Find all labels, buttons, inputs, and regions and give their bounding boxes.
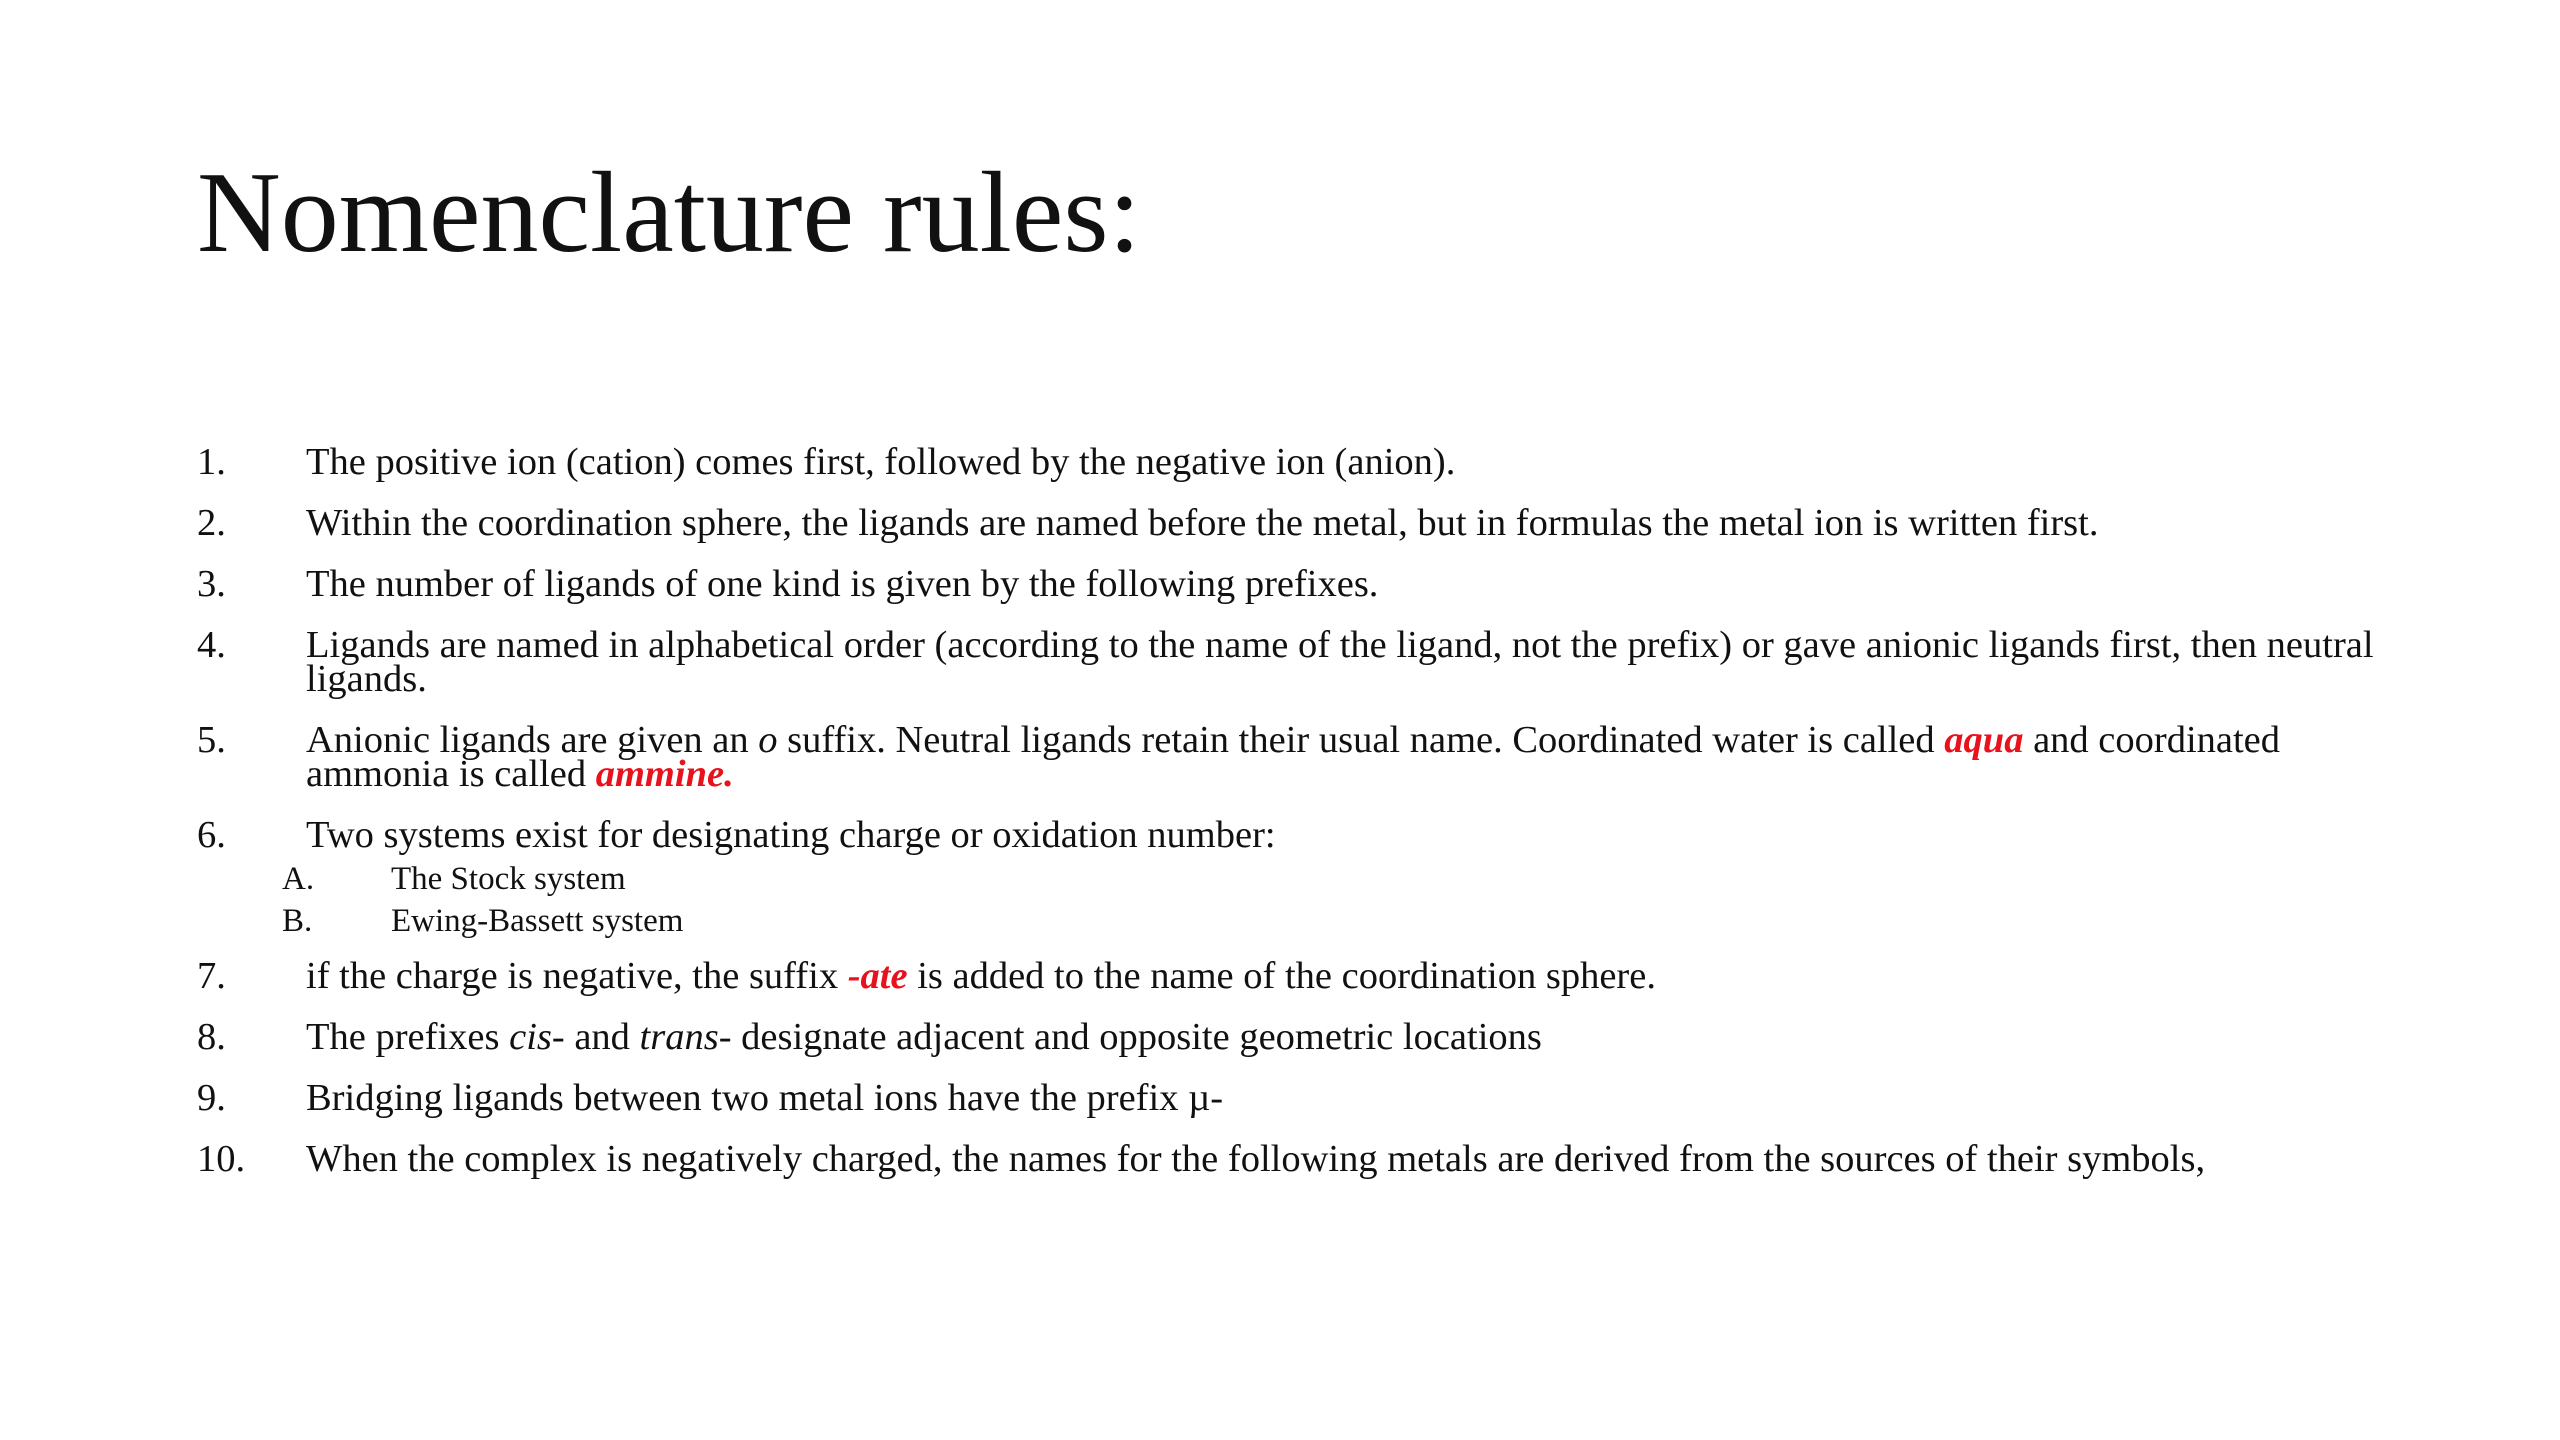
rule-text-part: is added to the name of the coordination sphere. <box>907 955 1656 997</box>
rule-number: 10. <box>197 1138 246 1180</box>
rule-text-part: designate adjacent and opposite geometric locations <box>731 1016 1542 1058</box>
rule-number: 6. <box>197 814 226 856</box>
charge-systems-sublist <box>282 862 2397 938</box>
rule-text: The number of ligands of one kind is given by the following prefixes. <box>306 563 1379 605</box>
rule-number: 5. <box>197 719 226 761</box>
subitem-ewing-bassett <box>282 904 2397 938</box>
rule-item-2 <box>197 502 2397 544</box>
rule-number: 4. <box>197 624 226 666</box>
subitem-text: The Stock system <box>391 861 626 897</box>
subitem-letter: A. <box>282 861 315 897</box>
ammine-term: ammine. <box>595 753 734 795</box>
rule-text-part: and <box>564 1016 640 1058</box>
trans-term: trans- <box>639 1016 732 1058</box>
ate-suffix-term: -ate <box>847 955 908 997</box>
rule-text: Bridging ligands between two metal ions have the prefix µ- <box>306 1077 1224 1119</box>
aqua-term: aqua <box>1944 719 2024 761</box>
rule-text: Within the coordination sphere, the ligands are named before the metal, but in formulas the metal ion is written first. <box>306 502 2099 544</box>
rule-number: 2. <box>197 502 226 544</box>
subitem-letter: B. <box>282 903 313 939</box>
rule-number: 8. <box>197 1016 226 1058</box>
subitem-text: Ewing-Bassett system <box>391 903 684 939</box>
rule-text-part: and coordinated ammonia is called <box>306 719 2281 795</box>
rule-item-3 <box>197 563 2397 605</box>
rule-item-5 <box>197 719 2397 795</box>
rule-text-part: The prefixes <box>306 1016 510 1058</box>
rule-text: The positive ion (cation) comes first, followed by the negative ion (anion). <box>306 441 1456 483</box>
rule-item-6 <box>197 814 2397 939</box>
rule-item-4 <box>197 624 2397 700</box>
rule-text <box>306 955 2397 997</box>
rules-list <box>197 441 2397 1203</box>
rule-text <box>306 1016 2397 1058</box>
rule-number: 7. <box>197 955 226 997</box>
rule-text: When the complex is negatively charged, the names for the following metals are derived from the sources of their symbols, <box>306 1138 2206 1180</box>
rule-text-part: Anionic ligands are given an <box>306 719 759 761</box>
rule-number: 3. <box>197 563 226 605</box>
rule-item-9 <box>197 1077 2397 1119</box>
rule-text: Ligands are named in alphabetical order (according to the name of the ligand, not the prefix) or gave anionic ligands first, then neutral ligands. <box>306 624 2374 700</box>
rule-text-part: if the charge is negative, the suffix <box>306 955 848 997</box>
rule-text <box>306 719 2397 795</box>
cis-term: cis- <box>509 1016 565 1058</box>
slide-title: Nomenclature rules: <box>197 149 1141 277</box>
o-suffix-term: o <box>758 719 778 761</box>
rule-text: Two systems exist for designating charge or oxidation number: <box>306 814 1276 856</box>
rule-item-1 <box>197 441 2397 483</box>
rule-item-7 <box>197 955 2397 997</box>
rule-item-10 <box>197 1138 2397 1180</box>
rule-item-8 <box>197 1016 2397 1058</box>
rule-number: 1. <box>197 441 226 483</box>
rule-number: 9. <box>197 1077 226 1119</box>
rule-text-part: suffix. Neutral ligands retain their usual name. Coordinated water is called <box>777 719 1945 761</box>
subitem-stock-system <box>282 862 2397 896</box>
